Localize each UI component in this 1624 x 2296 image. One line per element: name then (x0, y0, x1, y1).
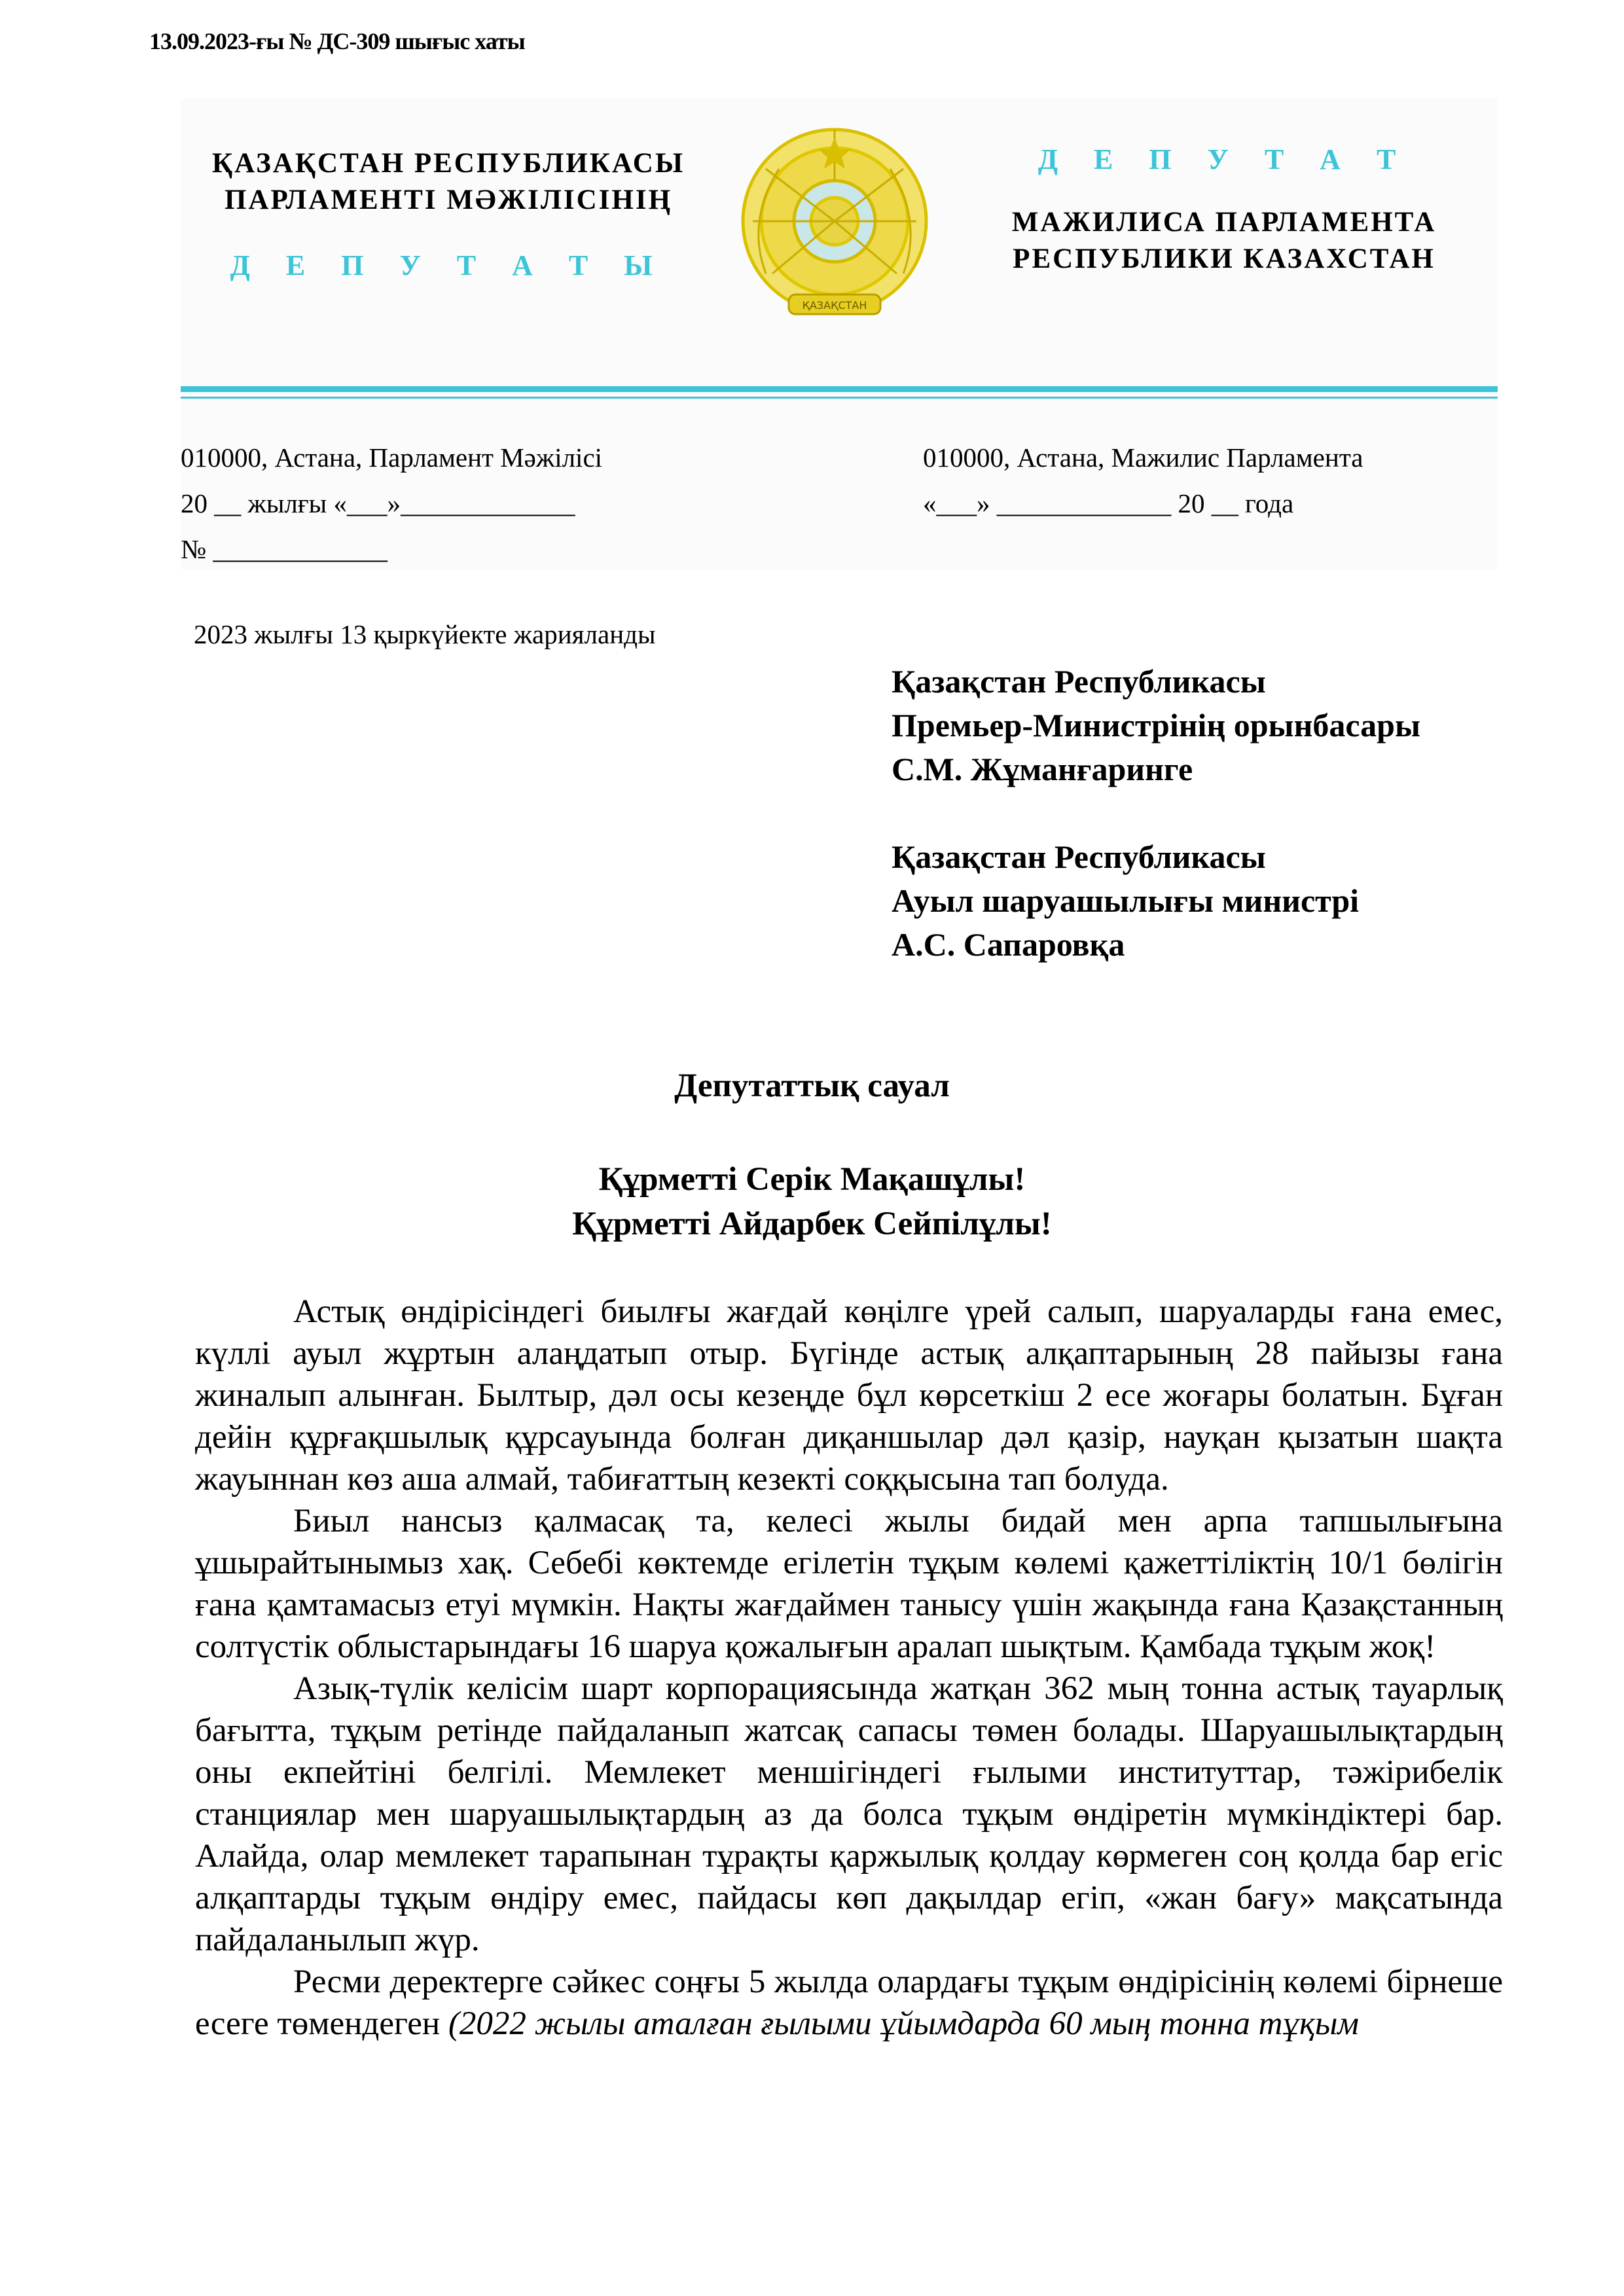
addressee-1-line2: Премьер-Министрінің орынбасары (892, 707, 1421, 744)
letter-body (195, 1291, 1503, 2045)
addressee-1-line3: С.М. Жұманғаринге (892, 751, 1193, 787)
addressee-2-line1: Қазақстан Республикасы (892, 838, 1266, 875)
letterhead-right-line2: РЕСПУБЛИКИ КАЗАХСТАН (1013, 243, 1435, 274)
address-left-line3: № _____________ (181, 534, 388, 564)
greeting-line2: Құрметті Айдарбек Сейпілұлы! (572, 1206, 1052, 1242)
body-paragraph-2: Биыл нансыз қалмасақ та, келесі жылы бидай мен арпа тапшылығына ұшырайтынымыз хақ. Себебі көктемде егілетін тұқым көлемі қажеттіліктің 10/1 бөлігін ғана қамтамасыз етуі мүмкін. Нақты жағдаймен танысу үшін жақында ғана Қазақстанның солтүстік облыстарындағы 16 шаруа қожалығын аралап шықтым. Қамбада тұқым жоқ! (195, 1503, 1503, 1665)
greeting (0, 1157, 1624, 1246)
letterhead-right-line1: МАЖИЛИСА ПАРЛАМЕНТА (1011, 207, 1437, 238)
addressee-1-line1: Қазақстан Республикасы (892, 663, 1266, 700)
address-right-line1: 010000, Астана, Мажилис Парламента (923, 442, 1363, 473)
published-note: 2023 жылғы 13 қыркүйекте жарияланды (194, 619, 656, 649)
address-left-line1: 010000, Астана, Парламент Мәжілісі (181, 442, 603, 473)
letterhead-left-line2: ПАРЛАМЕНТІ МӘЖІЛІСІНІҢ (224, 185, 673, 215)
letterhead-left (196, 145, 700, 284)
letterhead-right (982, 141, 1466, 278)
outgoing-reference: 13.09.2023-ғы № ДС-309 шығыс хаты (149, 28, 525, 54)
addressee-2-line3: А.С. Сапаровқа (892, 926, 1125, 963)
address-right-line2: «___» _____________ 20 __ года (923, 488, 1294, 518)
greeting-line1: Құрметті Серік Мақашұлы! (598, 1161, 1026, 1198)
body-paragraph-4-italic: (2022 жылы аталған ғылыми ұйымдарда 60 мың тонна тұқым (448, 2005, 1359, 2042)
letterhead-rule-thin (181, 397, 1498, 399)
emblem-text: ҚАЗАҚСТАН (802, 299, 867, 312)
addressee-block (892, 660, 1420, 967)
letterhead-rule-thick (181, 386, 1498, 392)
letterhead-left-line1: ҚАЗАҚСТАН РЕСПУБЛИКАСЫ (211, 148, 685, 179)
address-left (181, 435, 602, 572)
body-paragraph-4 (195, 1961, 1503, 2045)
address-right (923, 435, 1363, 526)
letterhead-right-deputy: Д Е П У Т А Т (1038, 143, 1411, 175)
address-left-line2: 20 __ жылғы «___»_____________ (181, 488, 575, 518)
document-title: Депутаттық сауал (674, 1067, 950, 1104)
body-paragraph-3: Азық-түлік келісім шарт корпорациясында жатқан 362 мың тонна астық тауарлық бағытта, тұқым ретінде пайдаланып жатсақ сапасы төмен болады. Шаруашылықтардың оны екпейтіні белгілі. Мемлекет меншігіндегі ғылыми институттар, тәжірибелік станциялар мен шаруашылықтардың аз да болса тұқым өндіретін мүмкіндіктері бар. Алайда, олар мемлекет тарапынан тұрақты қаржылық қолдау көрмеген соң қолда бар егіс алқаптарды тұқым өндіру емес, пайдасы көп дақылдар егіп, «жан бағу» мақсатында пайдаланылып жүр. (195, 1670, 1503, 1958)
state-emblem-icon (727, 123, 943, 332)
letterhead-left-deputy: Д Е П У Т А Т Ы (230, 249, 667, 281)
body-paragraph-1: Астық өндірісіндегі биылғы жағдай көңілге үрей салып, шаруаларды ғана емес, күллі ауыл жұртын алаңдатып отыр. Бүгінде астық алқаптарының 28 пайызы ғана жиналып алынған. Былтыр, дәл осы кезеңде бұл көрсеткіш 2 есе жоғары болатын. Бұған дейін құрғақшылық құрсауында болған диқаншылар дәл қазір, науқан қызатын шақта жауыннан көз аша алмай, табиғаттың кезекті соққысына тап болуда. (195, 1293, 1503, 1498)
body-paragraph-4-text: Ресми деректерге сәйкес соңғы 5 жылда олардағы тұқым өндірісінің көлемі бірнеше есеге төмендеген (195, 1964, 1503, 2042)
addressee-2-line2: Ауыл шаруашылығы министрі (892, 882, 1360, 919)
